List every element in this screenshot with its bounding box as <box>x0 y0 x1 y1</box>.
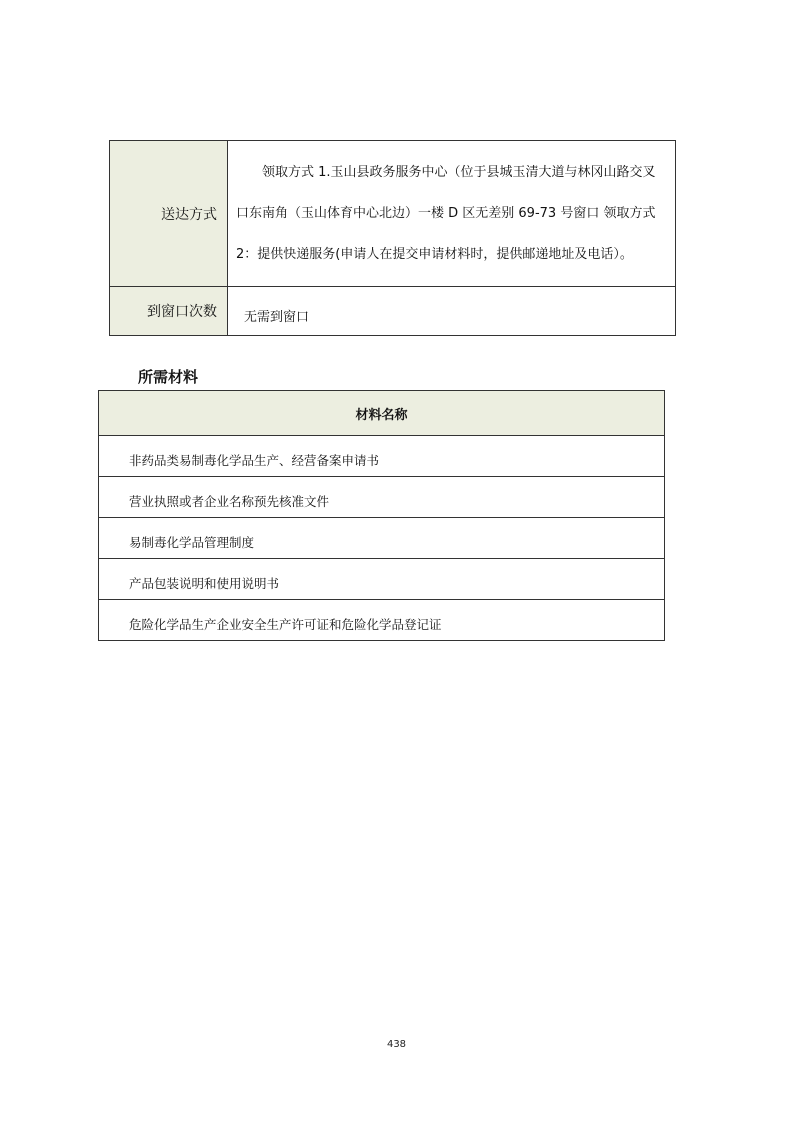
delivery-info-table <box>109 140 676 336</box>
window-visits-value: 无需到窗口 <box>228 287 676 336</box>
materials-header-row <box>99 391 665 436</box>
window-visits-label: 到窗口次数 <box>110 287 228 336</box>
page-number: 438 <box>386 1039 407 1050</box>
material-item: 营业执照或者企业名称预先核准文件 <box>99 477 665 518</box>
table-row <box>99 559 665 600</box>
material-item: 危险化学品生产企业安全生产许可证和危险化学品登记证 <box>99 600 665 641</box>
table-row <box>99 600 665 641</box>
delivery-method-row <box>110 141 676 287</box>
materials-column-header: 材料名称 <box>99 391 665 436</box>
materials-section-title: 所需材料 <box>138 368 199 386</box>
material-item: 产品包装说明和使用说明书 <box>99 559 665 600</box>
table-row <box>99 436 665 477</box>
window-visits-row <box>110 287 676 336</box>
delivery-method-cell <box>228 141 676 287</box>
table-row <box>99 518 665 559</box>
material-item: 易制毒化学品管理制度 <box>99 518 665 559</box>
table-row <box>99 477 665 518</box>
delivery-method-value: 领取方式 1.玉山县政务服务中心（位于县城玉清大道与林冈山路交叉口东南角（玉山体育中心北边）一楼 D 区无差别 69-73 号窗口 领取方式 2：提供快递服务(申请人在提交申请材料时，提供邮递地址及电话）。 <box>236 165 656 262</box>
delivery-method-label: 送达方式 <box>110 141 228 287</box>
materials-table <box>98 390 665 641</box>
material-item: 非药品类易制毒化学品生产、经营备案申请书 <box>99 436 665 477</box>
